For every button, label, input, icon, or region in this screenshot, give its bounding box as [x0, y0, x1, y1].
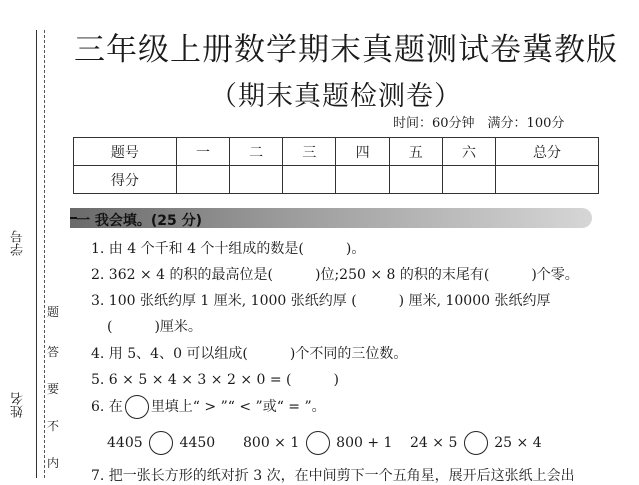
compare-circle[interactable]	[464, 431, 488, 455]
score-cell[interactable]	[176, 166, 229, 194]
score-table-header-row	[74, 138, 599, 166]
binding-dashed-line	[44, 30, 45, 478]
name-label: 姓名	[11, 392, 26, 418]
score-table-header-cell: 题号	[74, 138, 177, 166]
compare-right: 800 + 1	[336, 435, 393, 451]
score-cell[interactable]	[283, 166, 336, 194]
compare-right: 25 × 4	[494, 435, 542, 451]
question-1: 1. 由 4 个千和 4 个十组成的数是( )。	[91, 241, 366, 257]
question-2: 2. 362 × 4 的积的最高位是( )位;250 × 8 的积的末尾有( )个零。	[91, 267, 579, 283]
score-row-label: 得分	[74, 166, 177, 194]
score-cell[interactable]	[442, 166, 495, 194]
compare-circle[interactable]	[149, 431, 173, 455]
compare-item	[410, 431, 542, 455]
binding-margin	[0, 0, 62, 478]
score-cell[interactable]	[389, 166, 442, 194]
compare-circle[interactable]	[306, 431, 330, 455]
question-6-suffix: 里填上“ > ”“ < ”或“ = ”。	[150, 399, 326, 415]
seal-char: 内	[47, 456, 60, 470]
compare-item	[243, 431, 392, 455]
question-4: 4. 用 5、4、0 可以组成( )个不同的三位数。	[91, 346, 408, 362]
compare-left: 800 × 1	[243, 435, 300, 451]
score-table-header-cell: 总分	[496, 138, 599, 166]
exam-title: 三年级上册数学期末真题测试卷冀教版	[74, 32, 618, 68]
question-3: 3. 100 张纸约厚 1 厘米, 1000 张纸约厚 ( ) 厘米, 10000 张纸约厚	[91, 293, 551, 309]
score-cell[interactable]	[336, 166, 389, 194]
score-table-header-cell: 四	[336, 138, 389, 166]
student-id-label: 学号	[11, 230, 26, 256]
exam-info: 时间：60分钟 满分：100分	[393, 116, 565, 131]
score-table	[73, 137, 599, 194]
score-table-header-cell: 二	[230, 138, 283, 166]
score-table-header-cell: 六	[442, 138, 495, 166]
question-5: 5. 6 × 5 × 4 × 3 × 2 × 0 = ( )	[91, 372, 339, 388]
score-table-score-row	[74, 166, 599, 194]
score-cell[interactable]	[230, 166, 283, 194]
score-table-header-cell: 五	[389, 138, 442, 166]
exam-subtitle: （期末真题检测卷）	[210, 81, 462, 112]
seal-char: 题	[47, 305, 60, 319]
score-cell[interactable]	[496, 166, 599, 194]
seal-char: 要	[47, 382, 60, 396]
question-6-prefix: 6. 在	[91, 399, 123, 415]
section-title: 一 我会填。(25 分)	[76, 213, 203, 229]
compare-right: 4450	[179, 435, 216, 451]
score-table-header-cell: 三	[283, 138, 336, 166]
score-table-header-cell: 一	[176, 138, 229, 166]
compare-left: 4405	[107, 435, 143, 451]
answer-circle-icon	[125, 395, 149, 419]
seal-char: 答	[47, 345, 60, 359]
binding-line	[36, 30, 37, 478]
question-7-partial: 7. 把一张长方形的纸对折 3 次，在中间剪下一个五角星，展开后这张纸上会出	[91, 468, 575, 484]
seal-char: 不	[47, 419, 60, 433]
compare-item	[107, 431, 215, 455]
question-3-continued: ( )厘米。	[107, 319, 202, 335]
question-6	[91, 395, 326, 419]
compare-left: 24 × 5	[410, 435, 458, 451]
